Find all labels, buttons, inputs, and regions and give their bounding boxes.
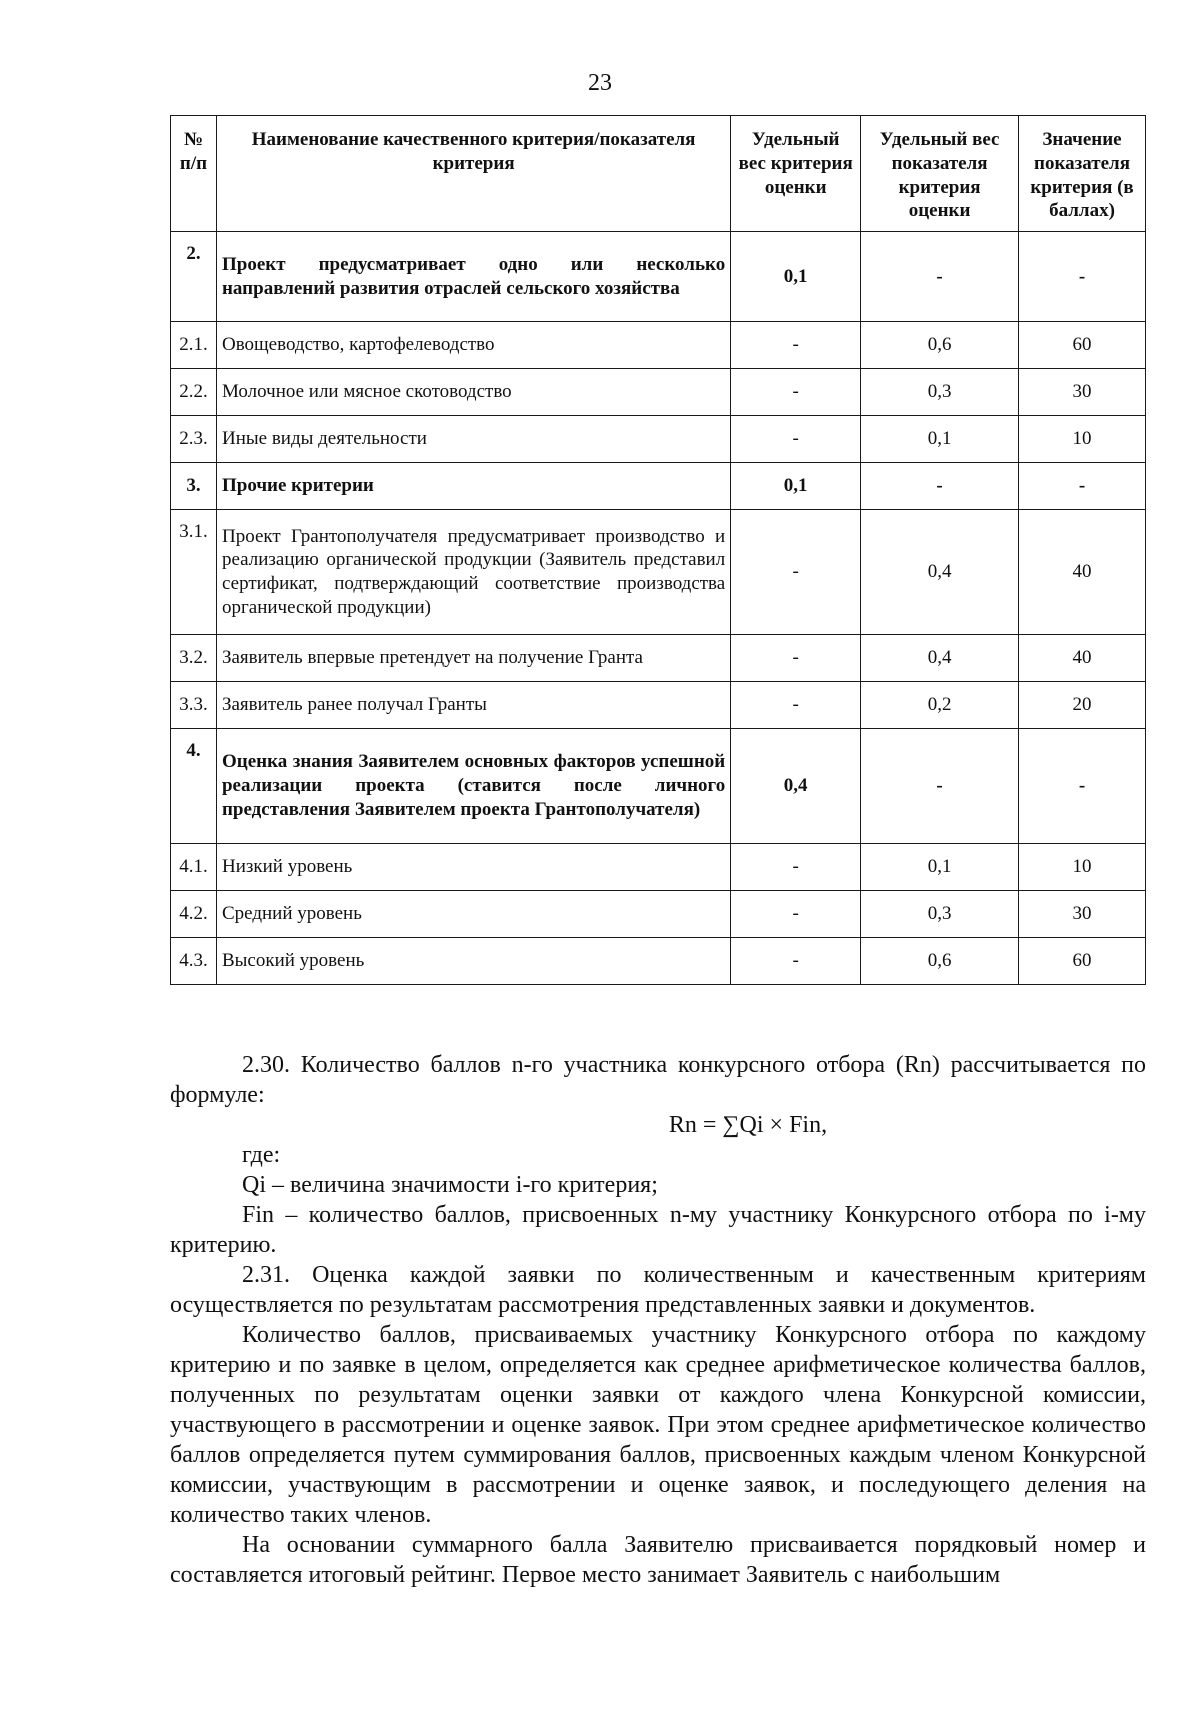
header-num: № п/п [171, 116, 217, 232]
row-score: 10 [1019, 844, 1146, 891]
row-name: Оценка знания Заявителем основных факторов успешной реализации проекта (ставится после личного представления Заявителем проекта Грантополучателя) [216, 729, 730, 844]
definition-qi: Qi – величина значимости i-го критерия; [242, 1172, 658, 1198]
row-indicator-weight: 0,4 [861, 510, 1019, 635]
table-row [171, 891, 1146, 938]
table-row [171, 729, 1146, 844]
row-name: Низкий уровень [216, 844, 730, 891]
row-name: Заявитель ранее получал Гранты [216, 682, 730, 729]
row-num: 4.1. [171, 844, 217, 891]
row-indicator-weight: 0,2 [861, 682, 1019, 729]
row-weight: - [731, 369, 861, 416]
table-row [171, 232, 1146, 322]
table-row [171, 682, 1146, 729]
row-score: - [1019, 463, 1146, 510]
row-weight: - [731, 510, 861, 635]
row-weight: - [731, 938, 861, 985]
row-score: 60 [1019, 938, 1146, 985]
header-score: Значение показателя критерия (в баллах) [1019, 116, 1146, 232]
row-weight: 0,1 [731, 463, 861, 510]
row-name: Овощеводство, картофелеводство [216, 322, 730, 369]
row-num: 4. [171, 729, 217, 844]
row-score: 40 [1019, 510, 1146, 635]
row-name: Проект Грантополучателя предусматривает производство и реализацию органической продукции (Заявитель представил сертификат, подтверждающий соответствие производства органической продукции) [216, 510, 730, 635]
row-name: Средний уровень [216, 891, 730, 938]
row-num: 2.2. [171, 369, 217, 416]
table-row [171, 416, 1146, 463]
row-name: Проект предусматривает одно или несколько направлений развития отраслей сельского хозяйства [216, 232, 730, 322]
row-weight: - [731, 635, 861, 682]
table-row [171, 844, 1146, 891]
row-weight: 0,4 [731, 729, 861, 844]
row-weight: - [731, 416, 861, 463]
row-name: Высокий уровень [216, 938, 730, 985]
row-score: 40 [1019, 635, 1146, 682]
row-indicator-weight: 0,1 [861, 844, 1019, 891]
row-num: 3.1. [171, 510, 217, 635]
table-header-row [171, 116, 1146, 232]
paragraph-2-30: 2.30. Количество баллов n-го участника конкурсного отбора (Rn) рассчитывается по формуле: [170, 1052, 1146, 1108]
row-score: - [1019, 729, 1146, 844]
formula: Rn = ∑Qi × Fin, [668, 1112, 828, 1138]
table-row [171, 322, 1146, 369]
row-name: Иные виды деятельности [216, 416, 730, 463]
header-indicator-weight: Удельный вес показателя критерия оценки [861, 116, 1019, 232]
row-name: Прочие критерии [216, 463, 730, 510]
paragraph-2-31: 2.31. Оценка каждой заявки по количественным и качественным критериям осуществляется по результатам рассмотрения представленных заявки и документов. [170, 1262, 1146, 1318]
table-row [171, 463, 1146, 510]
row-num: 4.2. [171, 891, 217, 938]
row-indicator-weight: 0,6 [861, 938, 1019, 985]
row-weight: - [731, 891, 861, 938]
row-name: Заявитель впервые претендует на получение Гранта [216, 635, 730, 682]
row-indicator-weight: 0,3 [861, 369, 1019, 416]
row-weight: - [731, 322, 861, 369]
row-indicator-weight: - [861, 463, 1019, 510]
row-indicator-weight: 0,3 [861, 891, 1019, 938]
row-weight: - [731, 682, 861, 729]
row-indicator-weight: 0,4 [861, 635, 1019, 682]
row-indicator-weight: 0,6 [861, 322, 1019, 369]
row-indicator-weight: - [861, 729, 1019, 844]
table-row [171, 369, 1146, 416]
row-weight: - [731, 844, 861, 891]
header-name: Наименование качественного критерия/показателя критерия [216, 116, 730, 232]
row-weight: 0,1 [731, 232, 861, 322]
body-text [170, 1050, 1146, 1590]
row-score: 10 [1019, 416, 1146, 463]
paragraph-scoring: Количество баллов, присваиваемых участнику Конкурсного отбора по каждому критерию и по заявке в целом, определяется как среднее арифметическое количества баллов, полученных по результатам оценки заявки от каждого члена Конкурсной комиссии, участвующего в рассмотрении и оценке заявок. При этом среднее арифметическое количество баллов определяется путем суммирования баллов, присвоенных каждым членом Конкурсной комиссии, участвующим в рассмотрении и оценке заявок, и последующего деления на количество таких членов. [170, 1322, 1146, 1528]
header-weight: Удельный вес критерия оценки [731, 116, 861, 232]
criteria-table [170, 115, 1146, 985]
table-row [171, 510, 1146, 635]
row-num: 4.3. [171, 938, 217, 985]
row-score: 20 [1019, 682, 1146, 729]
where-label: где: [242, 1142, 281, 1168]
row-indicator-weight: - [861, 232, 1019, 322]
table-row [171, 635, 1146, 682]
row-num: 3. [171, 463, 217, 510]
paragraph-rating: На основании суммарного балла Заявителю присваивается порядковый номер и составляется итоговый рейтинг. Первое место занимает Заявитель с наибольшим [170, 1532, 1146, 1588]
row-num: 3.3. [171, 682, 217, 729]
row-name: Молочное или мясное скотоводство [216, 369, 730, 416]
row-indicator-weight: 0,1 [861, 416, 1019, 463]
row-num: 2.1. [171, 322, 217, 369]
row-num: 2.3. [171, 416, 217, 463]
row-score: - [1019, 232, 1146, 322]
row-score: 30 [1019, 891, 1146, 938]
definition-fin: Fin – количество баллов, присвоенных n-му участнику Конкурсного отбора по i-му критерию. [170, 1202, 1146, 1258]
table-row [171, 938, 1146, 985]
row-num: 3.2. [171, 635, 217, 682]
page-number: 23 [588, 70, 612, 96]
row-num: 2. [171, 232, 217, 322]
row-score: 60 [1019, 322, 1146, 369]
row-score: 30 [1019, 369, 1146, 416]
